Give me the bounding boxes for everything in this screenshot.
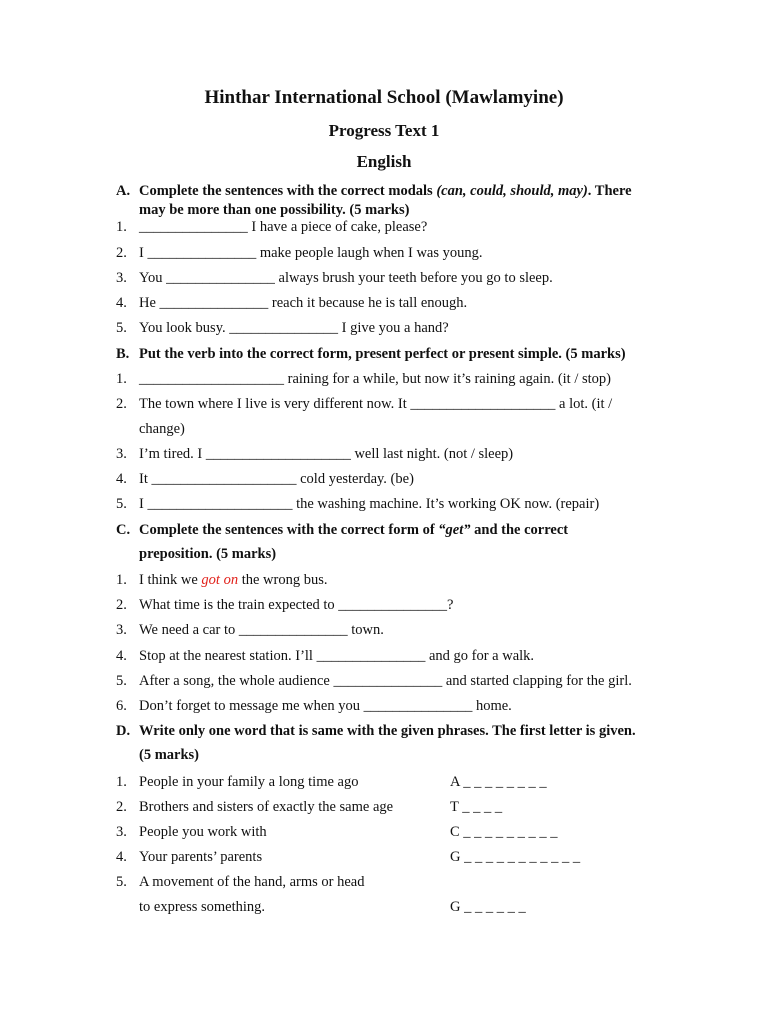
question-number: 4. (116, 849, 127, 865)
question-number: 5. (116, 673, 127, 689)
section-a-instr-part1: Complete the sentences with the correct modals (139, 183, 437, 199)
section-c-letter: C. (116, 522, 131, 538)
section-a-instr-line2: may be more than one possibility. (5 marks) (139, 202, 410, 218)
question-text: You look busy. _______________ I give you a hand? (139, 320, 449, 336)
section-c-instr-part3: and the correct (470, 522, 569, 538)
section-a-modals: (can, could, should, may) (436, 183, 588, 199)
section-c-get: “get” (438, 522, 471, 538)
question-number: 5. (116, 874, 127, 890)
question-text: Don’t forget to message me when you _______________ home. (139, 698, 512, 714)
question-text: to express something. (139, 899, 266, 915)
question-text: the wrong bus. (238, 572, 328, 588)
section-b-instr: Put the verb into the correct form, present perfect or present simple. (5 marks) (139, 346, 626, 362)
question-number: 4. (116, 648, 127, 664)
question-text: After a song, the whole audience _______________ and started clapping for the girl. (139, 673, 632, 689)
question-number: 4. (116, 471, 127, 487)
question-text: People you work with (139, 824, 267, 840)
letter-blanks: G _ _ _ _ _ _ _ _ _ _ _ (450, 849, 581, 865)
question-number: 3. (116, 824, 127, 840)
question-number: 1. (116, 371, 127, 387)
subject-title: English (356, 152, 412, 171)
question-number: 3. (116, 270, 127, 286)
question-text: I ____________________ the washing machine. It’s working OK now. (repair) (139, 496, 600, 512)
question-number: 5. (116, 496, 127, 512)
section-b-instructions (116, 345, 676, 365)
letter-blanks: T _ _ _ _ (450, 799, 503, 815)
question-text: ____________________ raining for a while, but now it’s raining again. (it / stop) (139, 371, 611, 387)
question-number: 4. (116, 295, 127, 311)
letter-blanks: A _ _ _ _ _ _ _ _ (450, 774, 547, 790)
question-text: You _______________ always brush your teeth before you go to sleep. (139, 270, 553, 286)
test-title: Progress Text 1 (328, 121, 440, 140)
question-number: 2. (116, 799, 127, 815)
question-text: Brothers and sisters of exactly the same age (139, 799, 394, 815)
letter-blanks: C _ _ _ _ _ _ _ _ _ (450, 824, 558, 840)
question-text: The town where I live is very different now. It ____________________ a lot. (it / (139, 396, 613, 412)
question-text: Stop at the nearest station. I’ll _______________ and go for a walk. (139, 648, 535, 664)
question-text: A movement of the hand, arms or head (139, 874, 365, 890)
section-b-letter: B. (116, 346, 130, 362)
example-answer: got on (201, 572, 239, 588)
question-number: 1. (116, 572, 127, 588)
question-text: What time is the train expected to _______________? (139, 597, 454, 613)
question-text: He _______________ reach it because he is tall enough. (139, 295, 468, 311)
section-c-instr-line2: preposition. (5 marks) (139, 546, 277, 562)
question-text: I _______________ make people laugh when I was young. (139, 245, 483, 261)
question-text: I’m tired. I ____________________ well last night. (not / sleep) (139, 446, 514, 462)
question-text: We need a car to _______________ town. (139, 622, 384, 638)
section-a-instr-part3: . There (587, 183, 632, 199)
question-number: 5. (116, 320, 127, 336)
question-number: 3. (116, 622, 127, 638)
section-d-instructions (116, 722, 676, 766)
school-title: Hinthar International School (Mawlamyine) (204, 87, 564, 108)
section-d-instr-line2: (5 marks) (139, 747, 200, 763)
letter-blanks: G _ _ _ _ _ _ (450, 899, 526, 915)
section-d-instr: Write only one word that is same with the given phrases. The first letter is given. (139, 723, 636, 739)
question-number: 2. (116, 597, 127, 613)
question-number: 2. (116, 245, 127, 261)
question-text: People in your family a long time ago (139, 774, 359, 790)
section-c-instructions (116, 521, 676, 565)
section-d-letter: D. (116, 723, 131, 739)
question-number: 1. (116, 219, 127, 235)
question-number: 3. (116, 446, 127, 462)
section-c-instr-part1: Complete the sentences with the correct form of (139, 522, 439, 538)
question-number: 2. (116, 396, 127, 412)
question-text: Your parents’ parents (139, 849, 263, 865)
question-text: I think we (139, 572, 202, 588)
question-text: _______________ I have a piece of cake, please? (139, 219, 428, 235)
question-text: change) (139, 421, 185, 437)
question-number: 1. (116, 774, 127, 790)
section-a-instructions (116, 182, 676, 222)
question-text: It ____________________ cold yesterday. (be) (139, 471, 414, 487)
section-a-letter: A. (116, 183, 131, 199)
question-number: 6. (116, 698, 127, 714)
